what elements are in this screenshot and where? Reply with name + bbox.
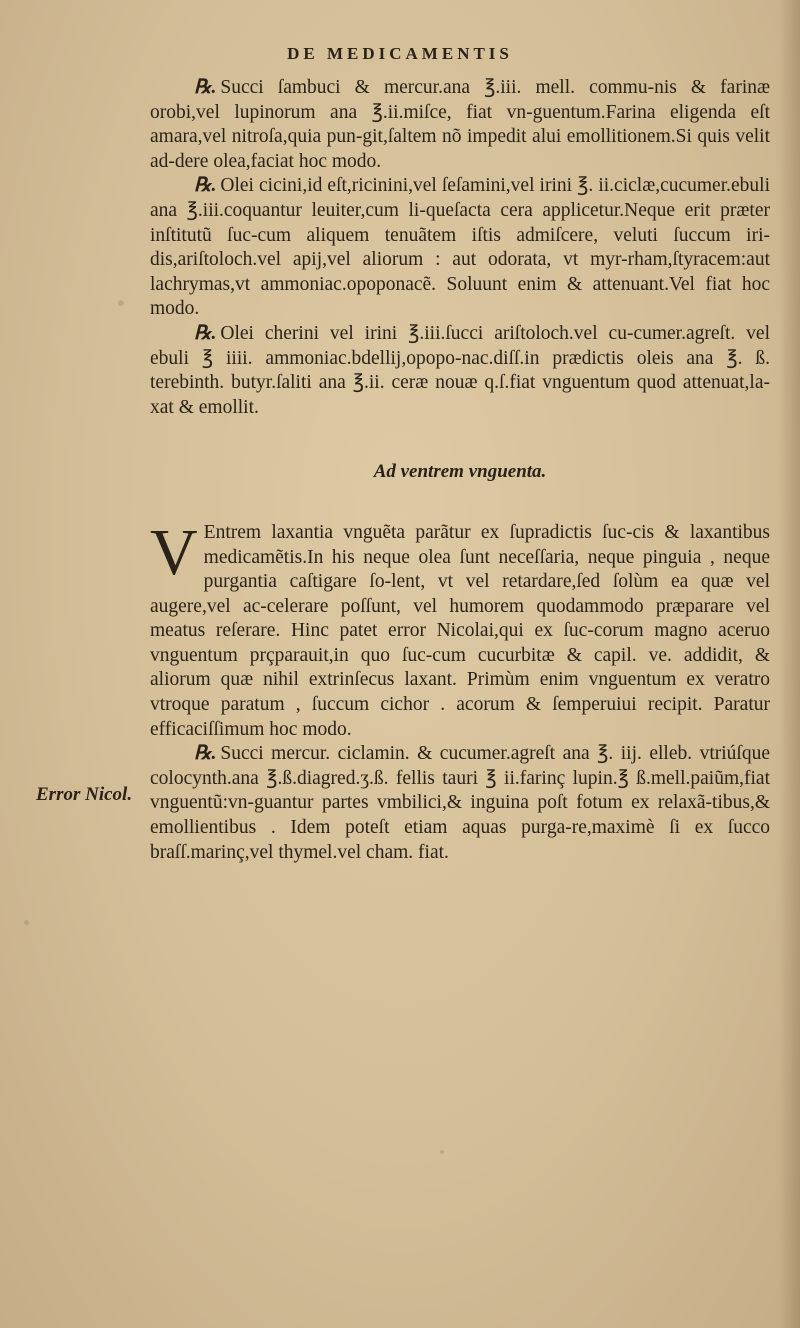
recipe-symbol: ℞. — [194, 175, 217, 197]
recipe-paragraph — [150, 322, 770, 420]
paragraph-text: Olei cherini vel irini ℥.iii.ſucci ariſtoloch.vel cu-cumer.agreſt. vel ebuli ℥ iiii. ammoniac.bdellij,opopo-nac.diſſ.in prædictis oleis ana ℥. ß. terebinth. butyr.ſaliti ana ℥.ii. ceræ nouæ q.ſ.fiat vnguentum quod attenuat,la-xat & emollit. — [150, 322, 770, 418]
drop-capital: V — [150, 515, 198, 589]
recipe-paragraph — [150, 174, 770, 322]
section-heading: Ad ventrem vnguenta. — [373, 461, 547, 483]
recipe-symbol: ℞. — [194, 77, 217, 98]
page-edge-shadow — [778, 0, 800, 1328]
recipe-paragraph — [150, 76, 770, 174]
paragraph-text: Olei cicini,id eſt,ricinini,vel ſeſamini,vel irini ℥. ii.ciclæ,cucumer.ebuli ana ℥.iii.coquantur leuiter,cum li-queſacta cera applicetur.Neque erit præter inſtitutũ ſuc-cum aliquem tenuãtem iſtis admiſcere, veluti ſuccum iri-dis,ariſtoloch.vel apij,vel aliorum : aut odorata, vt myr-rham,ſtyracem:aut lachrymas,vt ammoniac.opoponacẽ. Soluunt enim & attenuant.Vel fiat hoc modo. — [150, 175, 770, 320]
running-head: DE MEDICAMENTIS — [287, 44, 513, 63]
margin-note: Error Nicol. — [36, 784, 133, 805]
paragraph-text: Succi ſambuci & mercur.ana ℥.iii. mell. commu-nis & farinæ orobi,vel lupinorum ana ℥.ii.miſce, fiat vn-guentum.Farina eligenda eſt amara,vel nitroſa,quia pun-git,ſaltem nõ impedit alui emollitionem.Si quis velit ad-dere olea,faciat hoc modo. — [150, 77, 770, 172]
stain-spot — [440, 1150, 444, 1154]
recipe-symbol: ℞. — [194, 743, 217, 765]
paragraph-text: Succi mercur. ciclamin. & cucumer.agreſt ana ℥. iij. elleb. vtriúſque colocynth.ana ℥.ß.diagred.ʒ.ß. fellis tauri ℥ ii.farinç lupin.℥ ß.mell.paiũm,fiat vnguentũ:vn-guantur partes vmbilici,& inguina poſt fotum ex relaxã-tibus,& emollientibus . Idem poteſt etiam aquas purga-re,maximè ſi ex ſucco braſſ.marinç,vel thymel.vel cham. fiat. — [150, 743, 770, 863]
main-paragraph — [150, 515, 770, 742]
recipe-paragraph — [150, 742, 770, 865]
stain-spot — [24, 920, 29, 925]
text-block — [150, 76, 770, 865]
stain-spot — [118, 300, 124, 306]
paragraph-text: Entrem laxantia vnguẽta parãtur ex ſupradictis ſuc-cis & laxantibus medicamẽtis.In his neque olea ſunt neceſſaria, neque pinguia , neque purgantia caſtigare ſo-lent, vt vel retardare,ſed ſolùm ea quæ vel augere,vel ac-celerare poſſunt, vel humorem quodammodo præparare vel meatus reſerare. Hinc patet error Nicolai,qui ex ſuc-corum magno aceruo vnguentum prçparauit,in quo ſuc-cum cucurbitæ & capil. ve. addidit, & aliorum quæ nihil extrinſecus laxant. Primùm enim vnguentum ex veratro vtroque paratum , ſuccum cichor . acorum & ſemperuiui recipit. Paratur efficaciſſimum hoc modo. — [150, 521, 770, 740]
recipe-symbol: ℞. — [194, 322, 217, 344]
